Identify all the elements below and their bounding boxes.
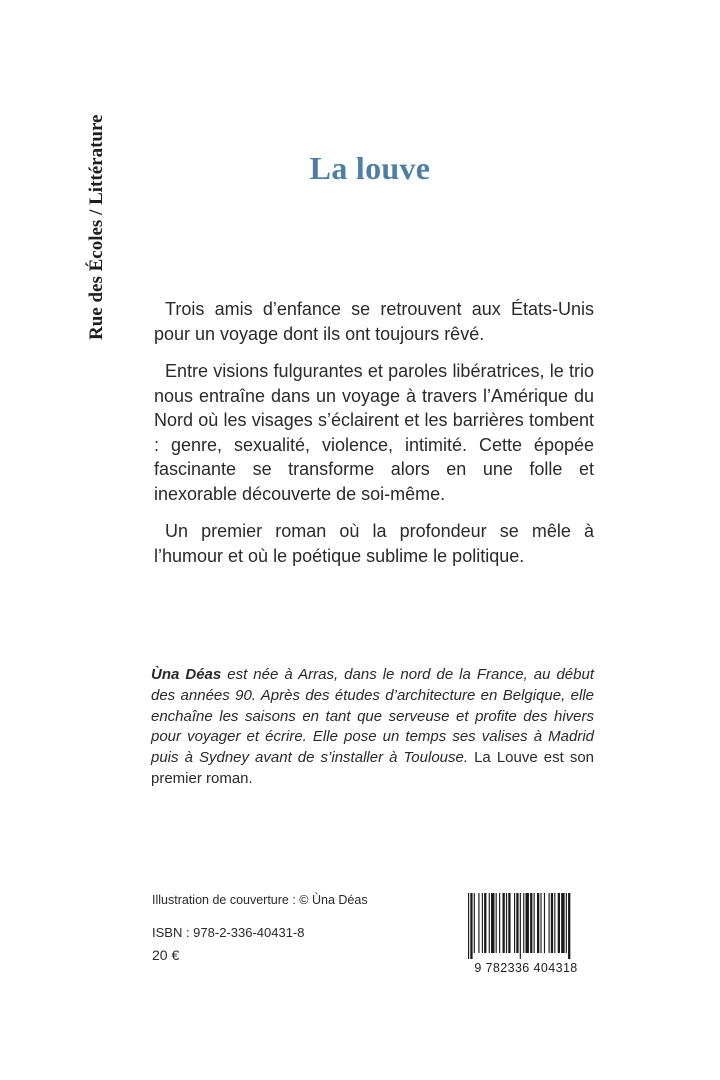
price: 20 € (152, 947, 180, 963)
author-bio-closing: La Louve est son premier roman. (151, 749, 595, 787)
synopsis-paragraph: Un premier roman où la profondeur se mêle à l’humour et où le poétique sublime le politique. (154, 521, 594, 566)
synopsis-paragraph: Entre visions fulgurantes et paroles libératrices, le trio nous entraîne dans un voyage à travers l’Amérique du Nord où les visages s’éclairent et les barrières tombent : genre, sexualité, violence, intimité. Cette épopée fascinante se transforme alors en une folle et inexorable découverte de soi-même. (154, 361, 594, 504)
isbn: ISBN : 978-2-336-40431-8 (152, 925, 305, 940)
author-name: Ùna Déas (151, 666, 222, 683)
barcode-icon (460, 893, 592, 963)
cover-illustration-credit: Illustration de couverture : © Ùna Déas (152, 893, 368, 907)
synopsis (154, 297, 594, 581)
barcode (460, 893, 592, 975)
barcode-number: 9 782336 404318 (460, 961, 592, 975)
collection-label: Rue des Écoles / Littérature (86, 114, 107, 340)
author-bio (151, 665, 594, 790)
author-bio-text: est née à Arras, dans le nord de la France, au début des années 90. Après des études d’architecture en Belgique, elle enchaîne les saisons en tant que serveuse et profite des hivers pour voyager et écrire. Elle pose un temps ses valises à Madrid puis à Sydney avant de s’installer à Toulouse. (151, 666, 594, 767)
book-title: La louve (309, 150, 431, 186)
synopsis-paragraph: Trois amis d’enfance se retrouvent aux États-Unis pour un voyage dont ils ont toujours rêvé. (154, 299, 594, 344)
